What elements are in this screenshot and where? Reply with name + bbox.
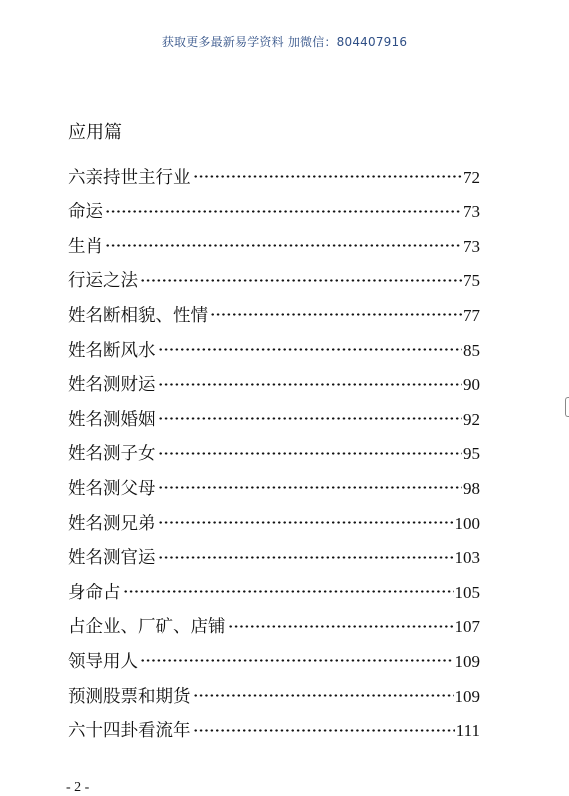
toc-entry[interactable]	[68, 363, 480, 398]
toc-leader-dots	[210, 308, 462, 322]
toc-leader-dots	[105, 239, 462, 253]
toc-leader-dots	[193, 689, 454, 703]
toc-entry-page: 109	[454, 686, 480, 706]
toc-leader-dots	[158, 343, 463, 357]
toc-entry-page: 85	[463, 340, 480, 360]
toc-entry-page: 109	[454, 651, 480, 671]
toc-entry[interactable]	[68, 501, 480, 536]
toc-entry-page: 105	[454, 582, 480, 602]
toc-entry-label: 姓名测官运	[68, 548, 156, 569]
toc-entry-page: 90	[463, 375, 480, 395]
toc-entry-page: 92	[463, 409, 480, 429]
toc-entry-label: 六十四卦看流年	[68, 721, 191, 742]
toc-entry-page: 111	[455, 721, 480, 741]
toc-entry-page: 95	[463, 444, 480, 464]
table-of-contents	[68, 155, 480, 743]
toc-leader-dots	[193, 723, 455, 737]
toc-entry-label: 姓名测财运	[68, 375, 156, 396]
toc-entry-label: 姓名测父母	[68, 478, 156, 499]
toc-leader-dots	[228, 619, 454, 633]
toc-entry-label: 姓名断风水	[68, 340, 156, 361]
toc-leader-dots	[158, 446, 463, 460]
toc-leader-dots	[123, 585, 454, 599]
toc-entry-label: 姓名测婚姻	[68, 409, 156, 430]
toc-entry[interactable]	[68, 639, 480, 674]
toc-entry-page: 72	[463, 167, 480, 187]
toc-entry-page: 98	[463, 478, 480, 498]
toc-entry-label: 占企业、厂矿、店铺	[68, 617, 226, 638]
toc-entry[interactable]	[68, 259, 480, 294]
toc-entry-page: 77	[463, 305, 480, 325]
toc-entry-label: 领导用人	[68, 651, 138, 672]
toc-entry-page: 107	[454, 617, 480, 637]
toc-leader-dots	[158, 516, 454, 530]
toc-entry-label: 姓名断相貌、性情	[68, 305, 208, 326]
toc-entry[interactable]	[68, 155, 480, 190]
toc-leader-dots	[140, 654, 454, 668]
section-title: 应用篇	[68, 122, 122, 143]
toc-entry-page: 103	[454, 548, 480, 568]
toc-entry-label: 姓名测兄弟	[68, 513, 156, 534]
toc-entry-page: 73	[463, 236, 480, 256]
toc-leader-dots	[140, 273, 462, 287]
toc-entry[interactable]	[68, 293, 480, 328]
toc-entry[interactable]	[68, 570, 480, 605]
page-edge-marker	[565, 397, 569, 417]
toc-leader-dots	[158, 481, 463, 495]
toc-entry[interactable]	[68, 224, 480, 259]
toc-leader-dots	[158, 550, 454, 564]
toc-entry[interactable]	[68, 605, 480, 640]
toc-leader-dots	[158, 412, 463, 426]
toc-entry-label: 身命占	[68, 582, 121, 603]
toc-entry[interactable]	[68, 674, 480, 709]
toc-entry-page: 100	[454, 513, 480, 533]
toc-entry-label: 预测股票和期货	[68, 686, 191, 707]
toc-leader-dots	[105, 204, 462, 218]
toc-entry[interactable]	[68, 432, 480, 467]
toc-leader-dots	[193, 170, 463, 184]
header-note: 获取更多最新易学资料 加微信：804407916	[161, 35, 408, 49]
toc-entry-label: 生肖	[68, 236, 103, 257]
page-number: - 2 -	[66, 780, 90, 795]
toc-entry-label: 命运	[68, 202, 103, 223]
toc-entry-label: 六亲持世主行业	[68, 167, 191, 188]
toc-entry[interactable]	[68, 328, 480, 363]
toc-leader-dots	[158, 377, 463, 391]
toc-entry-page: 73	[463, 202, 480, 222]
toc-entry[interactable]	[68, 397, 480, 432]
toc-entry-page: 75	[463, 271, 480, 291]
toc-entry[interactable]	[68, 466, 480, 501]
toc-entry-label: 姓名测子女	[68, 444, 156, 465]
toc-entry-label: 行运之法	[68, 271, 138, 292]
toc-entry[interactable]	[68, 190, 480, 225]
toc-entry[interactable]	[68, 709, 480, 744]
toc-entry[interactable]	[68, 536, 480, 571]
